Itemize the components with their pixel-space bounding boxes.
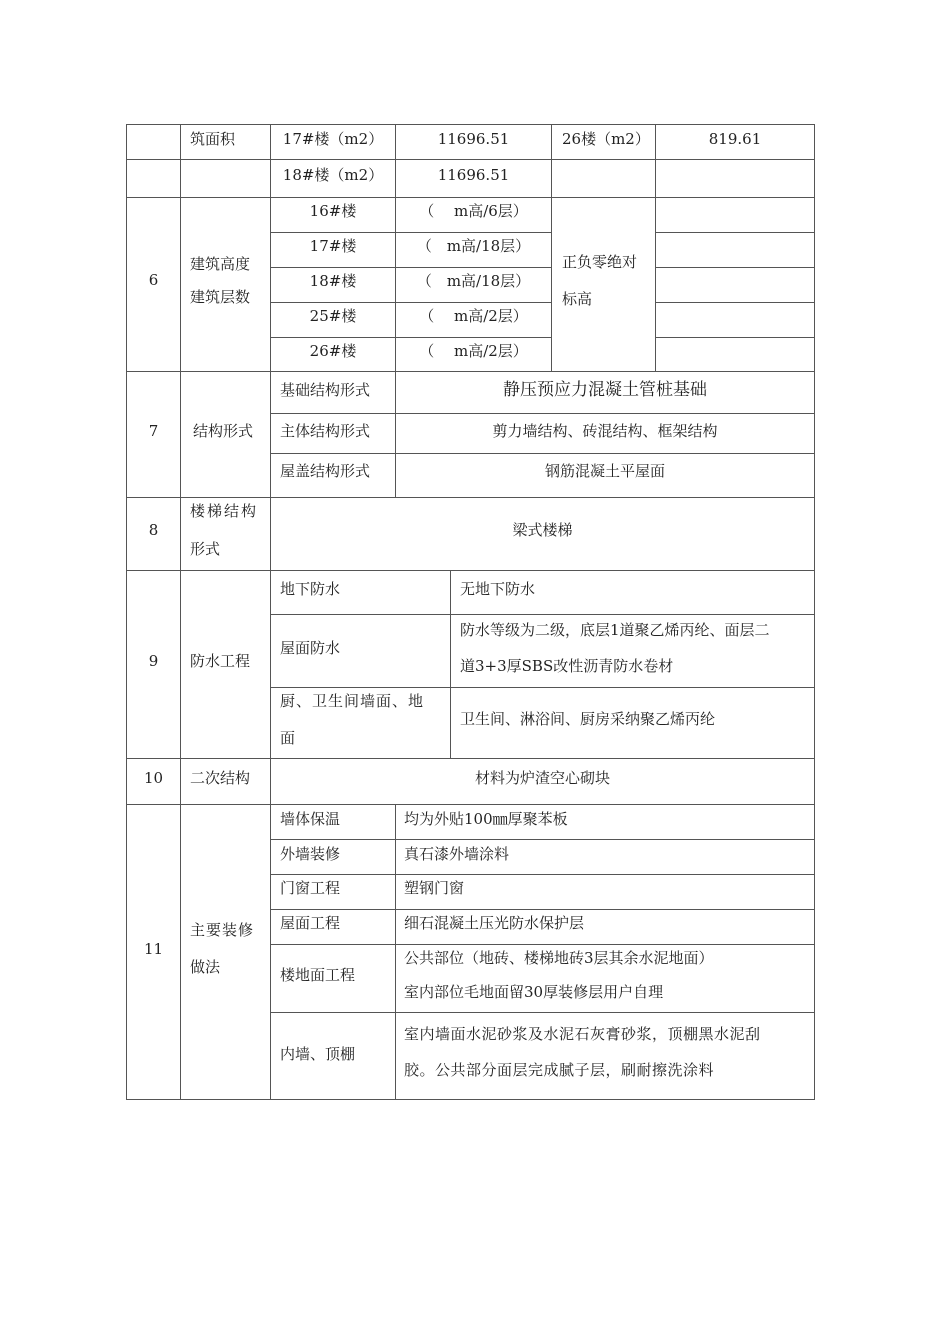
floor-works-value-line2: 室内部位毛地面留30厚装修层用户自理 bbox=[404, 983, 664, 1001]
exterior-finish-value: 真石漆外墙涂料 bbox=[404, 845, 510, 863]
table-cell bbox=[655, 232, 815, 268]
row-number-8: 8 bbox=[148, 521, 159, 539]
underground-label: 地下防水 bbox=[280, 580, 341, 598]
elevation-label-line2: 标高 bbox=[562, 290, 593, 308]
interior-ceiling-label: 内墙、顶棚 bbox=[280, 1045, 356, 1063]
table-cell bbox=[655, 159, 815, 198]
building-16: 16#楼 bbox=[309, 202, 357, 220]
decoration-label-line1: 主要装修 bbox=[190, 921, 255, 939]
building-18-value: （ m高/18层） bbox=[416, 272, 531, 290]
doors-windows-label: 门窗工程 bbox=[280, 879, 341, 897]
table-cell bbox=[655, 197, 815, 233]
building-17-value: （ m高/18层） bbox=[416, 237, 531, 255]
wall-insulation-label: 墙体保温 bbox=[280, 810, 341, 828]
table-cell bbox=[655, 337, 815, 372]
foundation-label: 基础结构形式 bbox=[280, 381, 371, 399]
exterior-finish-label: 外墙装修 bbox=[280, 845, 341, 863]
roof-waterproof-label: 屋面防水 bbox=[280, 639, 341, 657]
area-17-value: 11696.51 bbox=[437, 130, 510, 148]
roof-works-value: 细石混凝土压光防水保护层 bbox=[404, 914, 585, 932]
table-cell bbox=[551, 159, 656, 198]
table-cell bbox=[180, 197, 271, 372]
stair-value: 梁式楼梯 bbox=[512, 521, 573, 539]
row-number-10: 10 bbox=[143, 769, 164, 787]
interior-ceiling-value-line1: 室内墙面水泥砂浆及水泥石灰膏砂浆，顶棚黑水泥刮 bbox=[404, 1025, 761, 1043]
table-cell bbox=[180, 159, 271, 198]
building-18: 18#楼 bbox=[309, 272, 357, 290]
height-label-line2: 建筑层数 bbox=[190, 288, 251, 306]
main-structure-label: 主体结构形式 bbox=[280, 422, 371, 440]
stair-label-line2: 形式 bbox=[190, 540, 221, 558]
interior-ceiling-value-line2: 胶。公共部分面层完成腻子层，刷耐擦洗涂料 bbox=[404, 1061, 715, 1079]
roof-waterproof-value-line2: 道3+3厚SBS改性沥青防水卷材 bbox=[460, 657, 674, 675]
secondary-structure-label: 二次结构 bbox=[190, 769, 251, 787]
area-26-value: 819.61 bbox=[708, 130, 762, 148]
table-cell bbox=[655, 267, 815, 303]
stair-label-line1: 楼梯结构 bbox=[190, 502, 259, 520]
row-number-11: 11 bbox=[143, 940, 164, 958]
area-17-label: 17#楼（m2） bbox=[282, 130, 384, 148]
table-cell bbox=[551, 197, 656, 372]
wet-room-value: 卫生间、淋浴间、厨房采纳聚乙烯丙纶 bbox=[460, 710, 716, 728]
elevation-label-line1: 正负零绝对 bbox=[562, 253, 638, 271]
wet-room-label-line2: 面 bbox=[280, 729, 296, 747]
table-cell bbox=[126, 159, 181, 198]
floor-works-value-line1: 公共部位（地砖、楼梯地砖3层其余水泥地面） bbox=[404, 949, 714, 967]
table-cell bbox=[126, 124, 181, 160]
decoration-label-line2: 做法 bbox=[190, 958, 221, 976]
roof-structure-value: 钢筋混凝土平屋面 bbox=[544, 462, 665, 480]
row-number-9: 9 bbox=[148, 652, 159, 670]
floor-works-label: 楼地面工程 bbox=[280, 966, 356, 984]
wet-room-label-line1: 厨、卫生间墙面、地 bbox=[280, 692, 425, 710]
row-number-7: 7 bbox=[148, 422, 159, 440]
area-26-label: 26楼（m2） bbox=[562, 130, 650, 148]
roof-works-label: 屋面工程 bbox=[280, 914, 341, 932]
area-label: 筑面积 bbox=[190, 130, 236, 148]
area-18-value: 11696.51 bbox=[437, 166, 510, 184]
table-cell bbox=[180, 804, 271, 1100]
waterproof-label: 防水工程 bbox=[190, 652, 251, 670]
roof-waterproof-value-line1: 防水等级为二级，底层1道聚乙烯丙纶、面层二 bbox=[460, 621, 770, 639]
wall-insulation-value: 均为外贴100㎜厚聚苯板 bbox=[404, 810, 568, 828]
underground-value: 无地下防水 bbox=[460, 580, 536, 598]
building-25: 25#楼 bbox=[309, 307, 357, 325]
area-18-label: 18#楼（m2） bbox=[282, 166, 384, 184]
building-17: 17#楼 bbox=[309, 237, 357, 255]
building-26: 26#楼 bbox=[309, 342, 357, 360]
structure-label: 结构形式 bbox=[193, 422, 254, 440]
secondary-structure-value: 材料为炉渣空心砌块 bbox=[474, 769, 610, 787]
building-16-value: （ m高/6层） bbox=[419, 202, 528, 220]
foundation-value: 静压预应力混凝土管桩基础 bbox=[503, 380, 707, 400]
doors-windows-value: 塑钢门窗 bbox=[404, 879, 465, 897]
height-label-line1: 建筑高度 bbox=[190, 255, 251, 273]
roof-structure-label: 屋盖结构形式 bbox=[280, 462, 371, 480]
main-structure-value: 剪力墙结构、砖混结构、框架结构 bbox=[492, 422, 718, 440]
table-cell bbox=[655, 302, 815, 338]
row-number-6: 6 bbox=[148, 271, 159, 289]
building-25-value: （ m高/2层） bbox=[419, 307, 528, 325]
building-26-value: （ m高/2层） bbox=[419, 342, 528, 360]
